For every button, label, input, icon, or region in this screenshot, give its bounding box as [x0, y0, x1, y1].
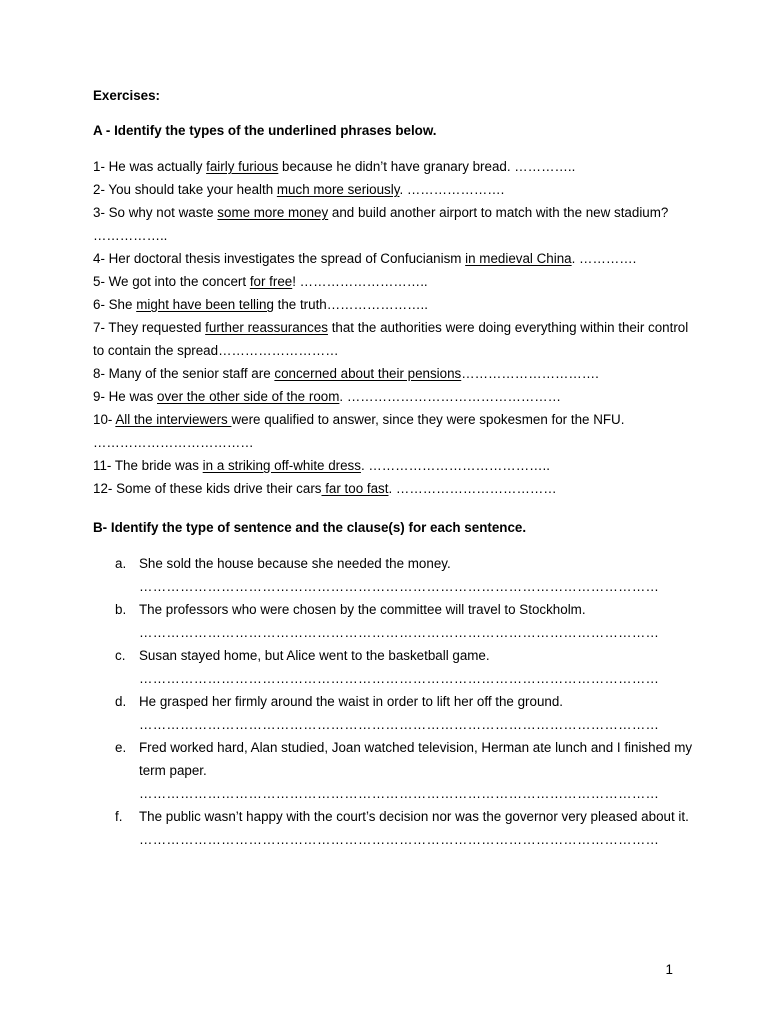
- exercise-text: . …………………………………………: [339, 389, 562, 404]
- underlined-phrase: for free: [249, 274, 293, 289]
- exercise-item: [93, 454, 693, 477]
- exercise-item: [93, 155, 693, 178]
- page-title: Exercises:: [93, 88, 161, 103]
- exercise-text: and build another airport to match with the new stadium? ……………..: [93, 205, 669, 243]
- underlined-phrase: might have been telling: [136, 297, 274, 312]
- exercise-text: that the authorities were doing everything within their control to contain the spread………………………: [93, 320, 689, 358]
- underlined-phrase: far too fast: [321, 481, 389, 496]
- exercise-text: 3- So why not waste: [93, 205, 218, 220]
- exercise-text: 6- She: [93, 297, 137, 312]
- answer-line: ……………………………………………………………………………………………………: [139, 786, 660, 801]
- exercise-text: 12- Some of these kids drive their cars: [93, 481, 322, 496]
- exercise-text: ! ………………………..: [292, 274, 428, 289]
- sentence-item: [93, 805, 693, 851]
- answer-line: ……………………………………………………………………………………………………: [139, 671, 660, 686]
- underlined-phrase: in medieval China: [465, 251, 572, 266]
- exercise-text: 1- He was actually: [93, 159, 207, 174]
- exercise-item: [93, 408, 693, 454]
- section-a-list: [93, 155, 693, 500]
- exercise-text: 8- Many of the senior staff are: [93, 366, 275, 381]
- exercise-text: 2- You should take your health: [93, 182, 277, 197]
- exercise-text: . ………………….: [399, 182, 505, 197]
- underlined-phrase: in a striking off-white dress: [202, 458, 361, 473]
- sentence-item: [93, 736, 693, 805]
- exercise-item: [93, 385, 693, 408]
- exercise-item: [93, 477, 693, 500]
- exercise-text: 4- Her doctoral thesis investigates the spread of Confucianism: [93, 251, 466, 266]
- exercise-text: . ………………………………: [388, 481, 557, 496]
- exercise-text: ………………………….: [461, 366, 599, 381]
- underlined-phrase: much more seriously: [276, 182, 400, 197]
- section-b-list: [93, 552, 693, 851]
- underlined-phrase: concerned about their pensions: [274, 366, 462, 381]
- underlined-phrase: All the interviewers: [115, 412, 232, 427]
- sentence-letter: b.: [115, 602, 127, 617]
- sentence-letter: f.: [115, 809, 123, 824]
- exercise-text: 10-: [93, 412, 116, 427]
- exercise-text: because he didn’t have granary bread. …………..: [278, 159, 576, 174]
- sentence-letter: a.: [115, 556, 127, 571]
- exercise-item: [93, 178, 693, 201]
- sentence-text: He grasped her firmly around the waist in order to lift her off the ground.: [139, 694, 564, 709]
- exercise-item: [93, 201, 693, 247]
- exercise-text: 11- The bride was: [93, 458, 203, 473]
- page-number: 1: [665, 962, 673, 977]
- sentence-item: [93, 644, 693, 690]
- sentence-item: [93, 552, 693, 598]
- exercise-item: [93, 316, 693, 362]
- exercise-item: [93, 362, 693, 385]
- sentence-text: Susan stayed home, but Alice went to the basketball game.: [139, 648, 490, 663]
- sentence-text: She sold the house because she needed the money.: [139, 556, 451, 571]
- sentence-text: Fred worked hard, Alan studied, Joan watched television, Herman ate lunch and I finished my term paper.: [139, 740, 693, 778]
- exercise-text: were qualified to answer, since they were spokesmen for the NFU. ………………………………: [93, 412, 625, 450]
- underlined-phrase: further reassurances: [205, 320, 328, 335]
- exercise-item: [93, 270, 693, 293]
- answer-line: ……………………………………………………………………………………………………: [139, 579, 660, 594]
- exercise-text: 5- We got into the concert: [93, 274, 250, 289]
- answer-line: ……………………………………………………………………………………………………: [139, 625, 660, 640]
- sentence-letter: e.: [115, 740, 127, 755]
- sentence-text: The public wasn’t happy with the court’s decision nor was the governor very pleased about it.: [139, 809, 689, 824]
- answer-line: ……………………………………………………………………………………………………: [139, 717, 660, 732]
- exercise-text: . ………….: [571, 251, 637, 266]
- underlined-phrase: some more money: [217, 205, 329, 220]
- sentence-item: [93, 690, 693, 736]
- exercise-text: 9- He was: [93, 389, 157, 404]
- worksheet-page: [93, 86, 693, 851]
- exercise-text: . …………………………………..: [360, 458, 550, 473]
- section-b-heading: B- Identify the type of sentence and the clause(s) for each sentence.: [93, 520, 527, 535]
- sentence-text: The professors who were chosen by the committee will travel to Stockholm.: [139, 602, 586, 617]
- exercise-item: [93, 293, 693, 316]
- underlined-phrase: fairly furious: [206, 159, 279, 174]
- exercise-item: [93, 247, 693, 270]
- sentence-item: [93, 598, 693, 644]
- underlined-phrase: over the other side of the room: [157, 389, 340, 404]
- answer-line: ……………………………………………………………………………………………………: [139, 832, 660, 847]
- sentence-letter: d.: [115, 694, 127, 709]
- exercise-text: 7- They requested: [93, 320, 206, 335]
- sentence-letter: c.: [115, 648, 126, 663]
- exercise-text: the truth…………………..: [273, 297, 428, 312]
- section-a-heading: A - Identify the types of the underlined phrases below.: [93, 123, 437, 138]
